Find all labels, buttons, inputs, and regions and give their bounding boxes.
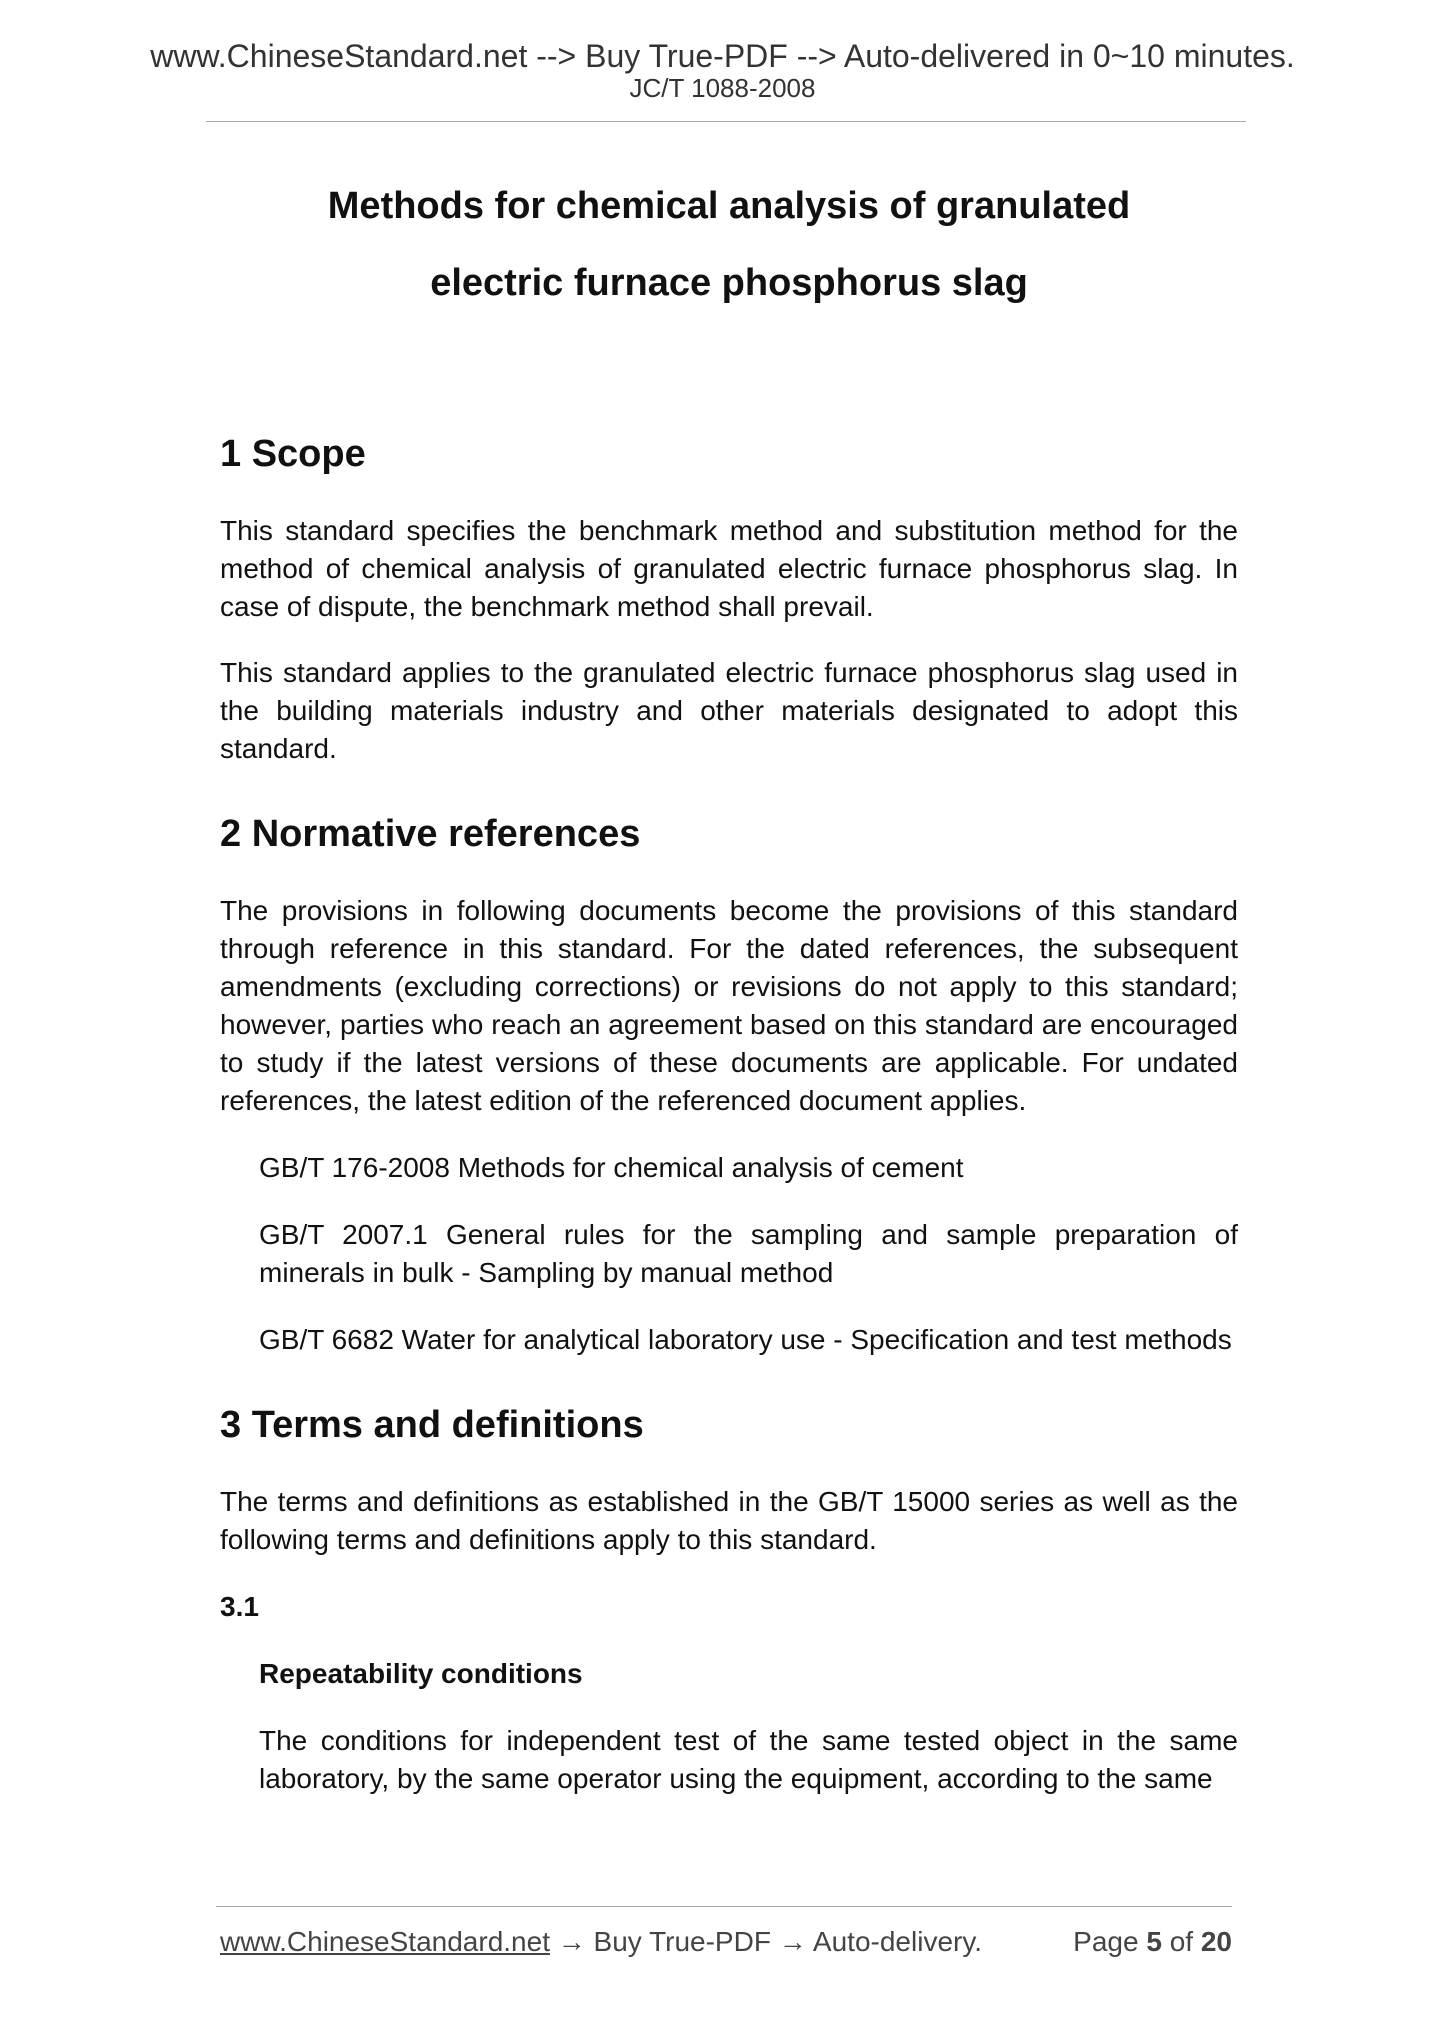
title-line-1: Methods for chemical analysis of granulated (327, 185, 1131, 227)
page-current: 5 (1146, 1926, 1162, 1957)
term-definition: The conditions for independent test of the same tested object in the same laboratory, by the same operator using the equipment, according to the same (259, 1725, 1238, 1794)
page-header (0, 38, 1445, 102)
page-label: Page (1073, 1926, 1139, 1957)
section-3-paragraph-1: The terms and definitions as established in the GB/T 15000 series as well as the following terms and definitions apply to this standard. (220, 1486, 1238, 1555)
title-line-2: electric furnace phosphorus slag (430, 262, 1028, 304)
page-total: 20 (1200, 1926, 1232, 1957)
section-1-heading: 1 Scope (220, 433, 366, 475)
reference-item: GB/T 176-2008 Methods for chemical analysis of cement (259, 1152, 964, 1183)
footer-divider (216, 1906, 1232, 1907)
term-name: Repeatability conditions (259, 1658, 583, 1689)
reference-item: GB/T 2007.1 General rules for the sampling and sample preparation of minerals in bulk - Sampling by manual method (259, 1219, 1238, 1288)
section-3-heading: 3 Terms and definitions (220, 1404, 644, 1446)
standard-code: JC/T 1088-2008 (629, 73, 816, 103)
header-divider (206, 121, 1246, 122)
page-indicator (1073, 1925, 1232, 1959)
clause-number: 3.1 (220, 1591, 259, 1622)
section-2-paragraph-1: The provisions in following documents become the provisions of this standard through reference in this standard. For the dated references, the subsequent amendments (excluding corrections) or revisions do not apply to this standard; however, parties who reach an agreement based on this standard are encouraged to study if the latest versions of these documents are applicable. For undated references, the latest edition of the referenced document applies. (220, 895, 1238, 1116)
reference-item: GB/T 6682 Water for analytical laboratory use - Specification and test methods (259, 1324, 1232, 1355)
document-title (220, 168, 1238, 322)
section-1-paragraph-2: This standard applies to the granulated electric furnace phosphorus slag used in the building materials industry and other materials designated to adopt this standard. (220, 657, 1238, 764)
footer-promo (220, 1925, 982, 1959)
document-body (220, 168, 1238, 1798)
footer-site-link[interactable]: www.ChineseStandard.net (220, 1926, 550, 1957)
section-2-heading: 2 Normative references (220, 813, 641, 855)
footer-promo-text: → Buy True-PDF → Auto-delivery. (549, 1926, 983, 1957)
header-banner: www.ChineseStandard.net --> Buy True-PDF --> Auto-delivered in 0~10 minutes. (150, 38, 1295, 74)
page-of-label: of (1169, 1926, 1194, 1957)
section-1-paragraph-1: This standard specifies the benchmark method and substitution method for the method of chemical analysis of granulated electric furnace phosphorus slag. In case of dispute, the benchmark method shall prevail. (220, 515, 1238, 622)
